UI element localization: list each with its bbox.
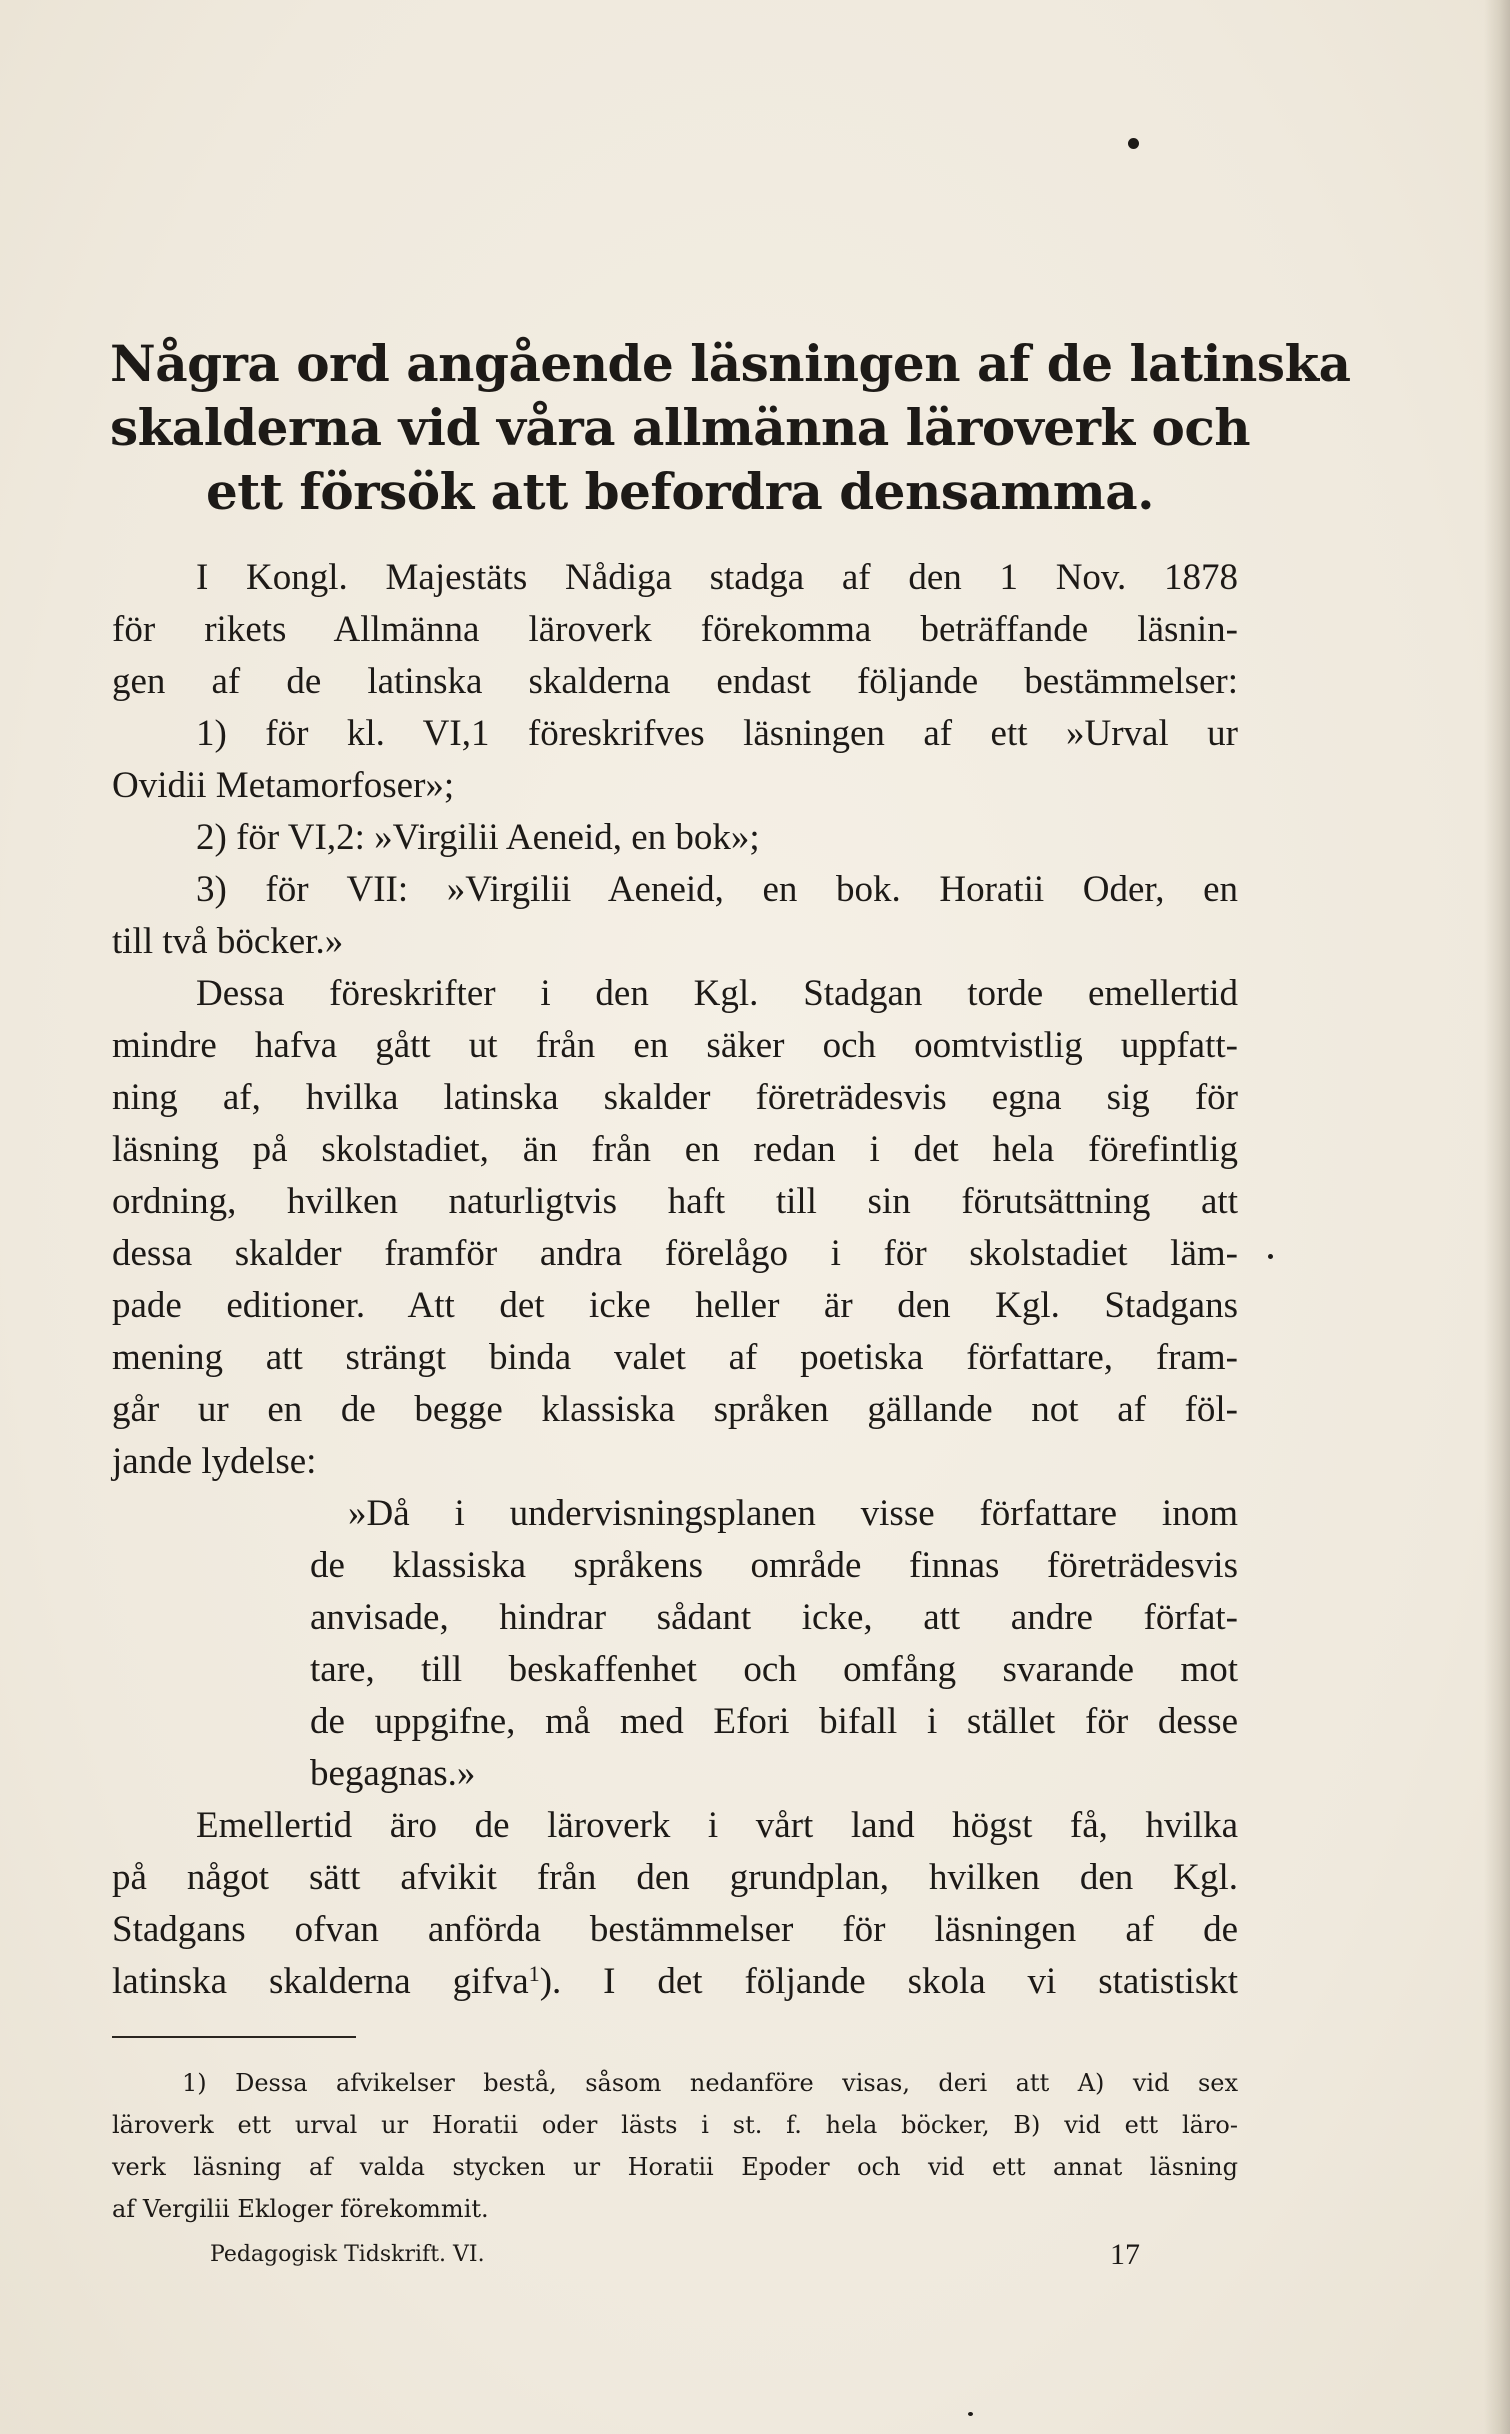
ink-dot: [1268, 1254, 1273, 1259]
footnote: [112, 2062, 1238, 2230]
text-line: går ur en de begge klassiska språken gällande not af föl-: [112, 1389, 1238, 1430]
list-item-1: 1) för kl. VI,1 föreskrifves läsningen af ett »Urval ur: [196, 713, 1238, 754]
ink-dot: [968, 2412, 973, 2416]
list-item-2: 2) för VI,2: »Virgilii Aeneid, en bok»;: [196, 817, 760, 858]
block-quote: [310, 1488, 1238, 1800]
page-footer: [210, 2240, 1140, 2270]
quote-line: de uppgifne, må med Efori bifall i stället för desse: [310, 1701, 1238, 1742]
text-line: gen af de latinska skalderna endast följande bestämmelser:: [112, 661, 1238, 702]
text-line: på något sätt afvikit från den grundplan, hvilken den Kgl.: [112, 1857, 1238, 1898]
footnote-line: verk läsning af valda stycken ur Horatii Epoder och vid ett annat läsning: [112, 2153, 1238, 2181]
body-text: [112, 552, 1238, 2008]
text-line: läsning på skolstadiet, än från en redan i det hela förefintlig: [112, 1129, 1238, 1170]
text-line: Ovidii Metamorfoser»;: [112, 765, 455, 806]
text-line: ordning, hvilken naturligtvis haft till sin förutsättning att: [112, 1181, 1238, 1222]
text-fragment: latinska skalderna gifva: [112, 1961, 529, 2002]
text-line: mening att strängt binda valet af poetiska författare, fram-: [112, 1337, 1238, 1378]
text-line: dessa skalder framför andra förelågo i för skolstadiet läm-: [112, 1233, 1238, 1274]
signature-mark: 17: [1110, 2238, 1140, 2271]
article-title: [110, 332, 1351, 524]
text-line: pade editioner. Att det icke heller är den Kgl. Stadgans: [112, 1285, 1238, 1326]
quote-line: tare, till beskaffenhet och omfång svarande mot: [310, 1649, 1238, 1690]
journal-name: Pedagogisk Tidskrift. VI.: [210, 2242, 485, 2267]
text-line: mindre hafva gått ut från en säker och oomtvistlig uppfatt-: [112, 1025, 1238, 1066]
footnote-rule: [112, 2036, 356, 2038]
quote-line: begagnas.»: [310, 1753, 476, 1794]
quote-line: anvisade, hindrar sådant icke, att andre förfat-: [310, 1597, 1238, 1638]
text-line: jande lydelse:: [112, 1441, 317, 1482]
footnote-line: af Vergilii Ekloger förekommit.: [112, 2195, 489, 2223]
footnote-marker[interactable]: 1: [528, 1960, 540, 1986]
text-fragment: ). I det följande skola vi statistiskt: [539, 1961, 1239, 2002]
text-line: Dessa föreskrifter i den Kgl. Stadgan torde emellertid: [196, 973, 1238, 1014]
page-edge-shadow: [1484, 0, 1510, 2434]
text-line: I Kongl. Majestäts Nådiga stadga af den 1 Nov. 1878: [196, 557, 1238, 598]
text-line: till två böcker.»: [112, 921, 344, 962]
text-line: [112, 1956, 1238, 2008]
text-line: ning af, hvilka latinska skalder företrädesvis egna sig för: [112, 1077, 1238, 1118]
text-line: för rikets Allmänna läroverk förekomma beträffande läsnin-: [112, 609, 1238, 650]
text-line: Emellertid äro de läroverk i vårt land högst få, hvilka: [196, 1805, 1238, 1846]
footnote-line: 1) Dessa afvikelser bestå, såsom nedanföre visas, deri att A) vid sex: [182, 2069, 1238, 2097]
title-line: Några ord angående läsningen af de latinska: [110, 334, 1351, 393]
ink-dot: [1128, 138, 1139, 149]
list-item-3: 3) för VII: »Virgilii Aeneid, en bok. Horatii Oder, en: [196, 869, 1238, 910]
text-line: Stadgans ofvan anförda bestämmelser för läsningen af de: [112, 1909, 1238, 1950]
footnote-line: läroverk ett urval ur Horatii oder lästs i st. f. hela böcker, B) vid ett läro-: [112, 2111, 1238, 2139]
quote-line: de klassiska språkens område finnas företrädesvis: [310, 1545, 1238, 1586]
quote-line: »Då i undervisningsplanen visse författare inom: [348, 1493, 1238, 1534]
title-line: ett försök att befordra densamma.: [205, 462, 1155, 521]
title-line: skalderna vid våra allmänna läroverk och: [110, 398, 1251, 457]
